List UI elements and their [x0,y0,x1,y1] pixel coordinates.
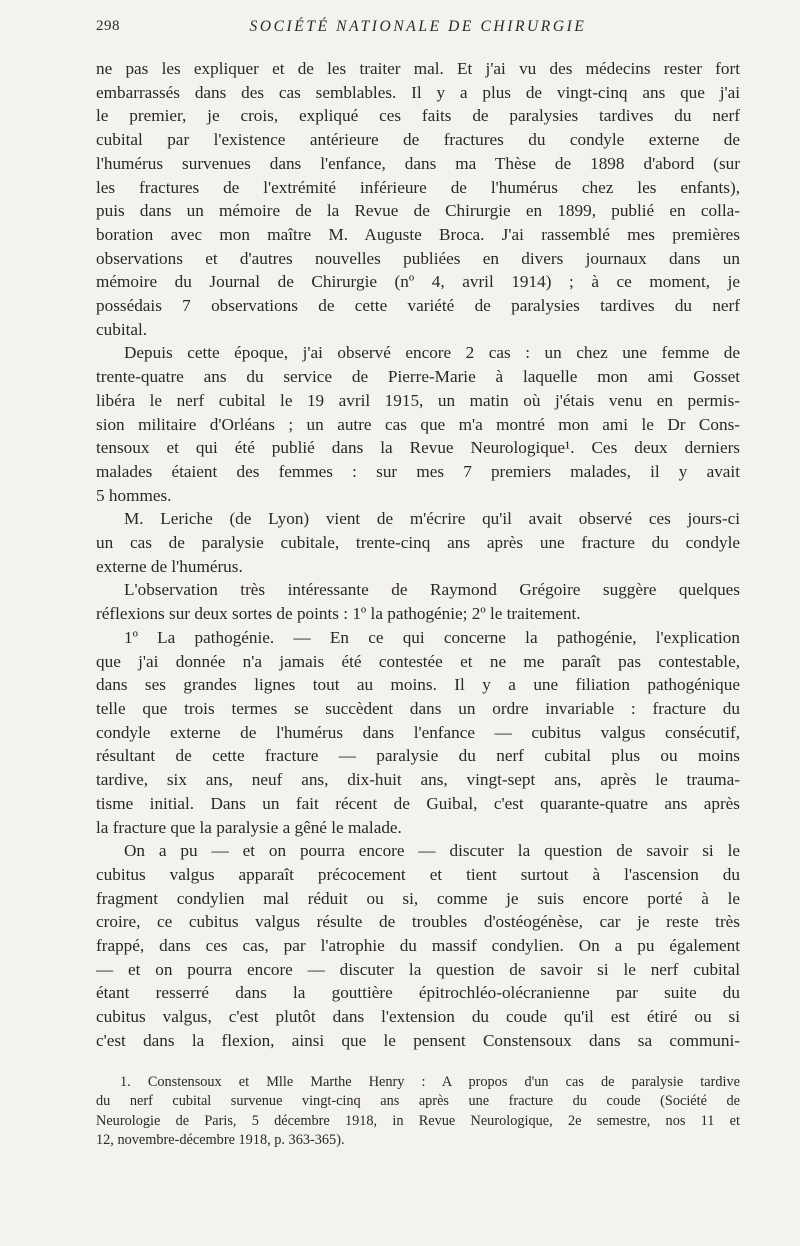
footnote-line: 12, novembre-décembre 1918, p. 363-365). [96,1132,345,1149]
footnote-line: du nerf cubital survenue vingt-cinq ans après une fracture du coude (Société de [96,1093,740,1110]
body-line: 5 hommes. [96,485,172,505]
body-line: tensoux et qui été publié dans la Revue Neurologique¹. Ces deux derniers [96,438,740,458]
body-line: dans ses grandes lignes tout au moins. Il y a une filiation pathogénique [96,675,740,695]
body-line: fragment condylien mal réduit ou si, comme je suis encore porté à le [96,888,740,908]
body-line: externe de l'humérus. [96,556,243,576]
body-line: cubital. [96,319,148,339]
body-text [96,57,740,1053]
page-number: 298 [96,18,120,34]
footnotes [96,1073,740,1151]
footnote-line: 1. Constensoux et Mlle Marthe Henry : A propos d'un cas de paralysie tardive [120,1074,740,1090]
body-line: cubitus valgus, c'est plutôt dans l'extension du coude qu'il est étiré ou si [96,1007,740,1027]
body-line: On a pu — et on pourra encore — discuter la question de savoir si le [124,841,740,861]
body-line: embarrassés dans des cas semblables. Il y a plus de vingt-cinq ans que j'ai [96,82,740,102]
body-line: malades étaient des femmes : sur mes 7 premiers malades, il y avait [96,461,740,481]
body-line: cubitus valgus apparaît précocement et tient surtout à l'ascension du [96,864,740,884]
body-line: mémoire du Journal de Chirurgie (nº 4, avril 1914) ; à ce moment, je [96,272,740,292]
body-line: condyle externe de l'humérus dans l'enfance — cubitus valgus consécutif, [96,722,740,742]
body-line: — et on pourra encore — discuter la question de savoir si le nerf cubital [96,959,740,979]
body-line: sion militaire d'Orléans ; un autre cas que m'a montré mon ami le Dr Cons- [96,414,740,434]
body-line: c'est dans la flexion, ainsi que le pensent Constensoux dans sa communi- [96,1030,740,1050]
body-line: ne pas les expliquer et de les traiter mal. Et j'ai vu des médecins rester fort [96,59,740,78]
body-line: L'observation très intéressante de Raymond Grégoire suggère quelques [124,580,740,600]
running-head [96,18,740,42]
body-line: possédais 7 observations de cette variété de paralysies tardives du nerf [96,296,740,316]
running-title: SOCIÉTÉ NATIONALE DE CHIRURGIE [249,18,587,35]
footnote-line: Neurologie de Paris, 5 décembre 1918, in Revue Neurologique, 2e semestre, nos 11 et [96,1112,740,1129]
body-line: l'humérus survenues dans l'enfance, dans ma Thèse de 1898 d'abord (sur [96,153,740,173]
body-line: étant resserré dans la gouttière épitrochléo-olécranienne par suite du [96,983,740,1003]
body-line: les fractures de l'extrémité inférieure de l'humérus chez les enfants), [96,177,740,197]
body-line: croire, ce cubitus valgus résulte de troubles d'ostéogénèse, car je reste très [96,912,740,932]
body-line: que j'ai donnée n'a jamais été contestée et ne me paraît pas contestable, [96,651,740,671]
body-line: le premier, je crois, expliqué ces faits de paralysies tardives du nerf [96,106,740,126]
body-line: puis dans un mémoire de la Revue de Chirurgie en 1899, publié en colla- [96,201,740,221]
body-line: M. Leriche (de Lyon) vient de m'écrire qu'il avait observé ces jours-ci [124,509,740,529]
body-line: cubital par l'existence antérieure de fractures du condyle externe de [96,130,740,150]
body-line: tardive, six ans, neuf ans, dix-huit ans, vingt-sept ans, après le trauma- [96,770,740,790]
body-line: boration avec mon maître M. Auguste Broca. J'ai rassemblé mes premières [96,224,740,244]
body-line: un cas de paralysie cubitale, trente-cinq ans après une fracture du condyle [96,533,740,553]
body-line: observations et d'autres nouvelles publiées en divers journaux dans un [96,248,740,268]
body-line: tisme initial. Dans un fait récent de Guibal, c'est quarante-quatre ans après [96,793,740,813]
body-line: trente-quatre ans du service de Pierre-Marie à laquelle mon ami Gosset [96,367,740,387]
body-line: libéra le nerf cubital le 19 avril 1915, un matin où j'étais venu en permis- [96,390,740,410]
body-line: telle que trois termes se succèdent dans un ordre invariable : fracture du [96,698,740,718]
body-line: résultant de cette fracture — paralysie du nerf cubital plus ou moins [96,746,740,766]
body-line: la fracture que la paralysie a gêné le malade. [96,817,402,837]
body-line: réflexions sur deux sortes de points : 1º la pathogénie; 2º le traitement. [96,604,581,624]
body-line: 1º La pathogénie. — En ce qui concerne la pathogénie, l'explication [124,627,740,647]
body-line: frappé, dans ces cas, par l'atrophie du massif condylien. On a pu également [96,936,740,956]
body-line: Depuis cette époque, j'ai observé encore 2 cas : un chez une femme de [124,343,740,363]
